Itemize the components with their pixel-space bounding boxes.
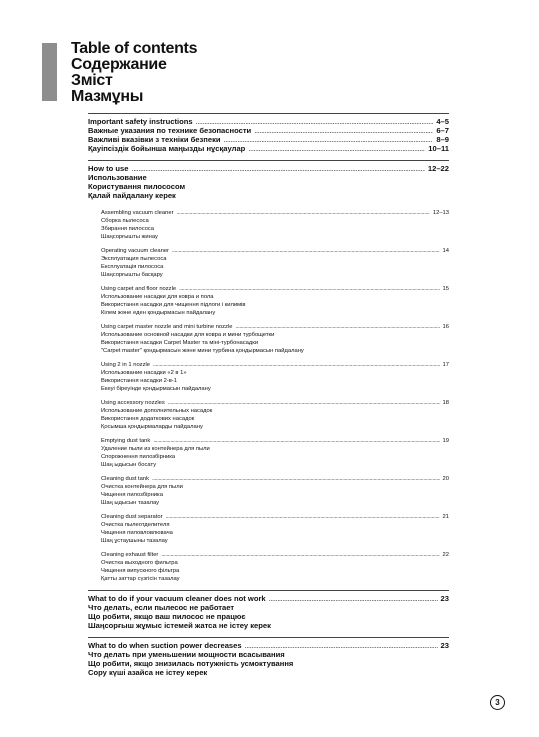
toc-subsection: [101, 323, 449, 355]
title-kazakh: Мазмұны: [71, 88, 144, 105]
toc-subentry-translation: Чищення пилозбірника: [101, 492, 163, 498]
toc-entry[interactable]: What to do if your vacuum cleaner does not work ..... 23: [88, 594, 449, 603]
section-divider: [88, 160, 449, 161]
toc-subsection: [101, 475, 449, 507]
toc-subentry-translation: Шаң ұстаушыны тазалау: [101, 538, 168, 544]
toc-entry-translation: Сору күші азайса не істеу керек: [88, 668, 208, 677]
toc-subentry-translation: Қосымша қондырмаларды пайдалану: [101, 424, 203, 430]
toc-section-how-to-use: [88, 164, 449, 200]
toc-subentry[interactable]: Cleaning dust tank ..... 20: [101, 475, 449, 483]
toc-subsection: [101, 285, 449, 317]
toc-section-troubleshooting: [88, 594, 449, 630]
toc-subentry-translation: Використання насадки Carpet Master та міні-турбонасадки: [101, 340, 259, 346]
toc-subentry-translation: Использование насадки для ковра и пола: [101, 294, 214, 300]
toc-subentry-translation: Использование насадки «2 в 1»: [101, 370, 187, 376]
toc-entry[interactable]: How to use ..... 12–22: [88, 164, 449, 173]
toc-subentry[interactable]: Cleaning exhaust filter ..... 22: [101, 551, 449, 559]
title-ukrainian: Зміст: [71, 72, 113, 89]
toc-subentry-translation: Експлуатація пилососа: [101, 264, 164, 270]
section-divider: [88, 637, 449, 638]
toc-subentry-translation: Шаң ыдысын тазалау: [101, 500, 160, 506]
toc-subentry[interactable]: Using 2 in 1 nozzle ..... 17: [101, 361, 449, 369]
page-number: 3: [490, 695, 505, 710]
toc-subentry-translation: Збирання пилососа: [101, 226, 155, 232]
toc-subentry-translation: Шаңсорғышты жинау: [101, 234, 158, 240]
toc-subsection: [101, 551, 449, 583]
toc-subentry-translation: Екеуі біреуінде қондырмасын пайдалану: [101, 386, 211, 392]
toc-subsection: [101, 513, 449, 545]
toc-subentry[interactable]: Using carpet master nozzle and mini turbine nozzle ..... 16: [101, 323, 449, 331]
toc-content: [88, 113, 449, 677]
section-divider: [88, 113, 449, 114]
toc-subentry-translation: Очистка пылеотделителя: [101, 522, 170, 528]
toc-subentry-translation: Қатты заттар сүзгісін тазалау: [101, 576, 180, 582]
toc-subentry-translation: Очистка выходного фильтра: [101, 560, 178, 566]
toc-subsection: [101, 209, 449, 241]
title-russian: Содержание: [71, 56, 167, 73]
toc-entry-translation: Использование: [88, 173, 147, 182]
toc-subentry[interactable]: Emptying dust tank ..... 19: [101, 437, 449, 445]
toc-entry-translation: Користування пилососом: [88, 182, 186, 191]
toc-subentry-translation: Використання насадки для чищення підлоги і килимів: [101, 302, 246, 308]
toc-subentry-translation: Кілем және еден қондырмасын пайдалану: [101, 310, 216, 316]
toc-entry-translation: Шаңсорғыш жұмыс істемей жатса не істеу керек: [88, 621, 271, 630]
toc-subentry-translation: Використання насадки 2-в-1: [101, 378, 177, 384]
toc-entry[interactable]: Қауіпсіздік бойынша маңызды нұсқаулар ..... 10–11: [88, 144, 449, 153]
toc-subsection: [101, 399, 449, 431]
title-english: Table of contents: [71, 40, 198, 57]
toc-subentry-translation: Использование дополнительных насадок: [101, 408, 213, 414]
toc-entry[interactable]: What to do when suction power decreases ..... 23: [88, 641, 449, 650]
toc-subentry[interactable]: Assembling vacuum cleaner ..... 12–13: [101, 209, 449, 217]
toc-subentry[interactable]: Operating vacuum cleaner ..... 14: [101, 247, 449, 255]
toc-entry[interactable]: Важливі вказівки з техніки безпеки ..... 8–9: [88, 135, 449, 144]
section-color-bar: [42, 43, 57, 101]
toc-section-safety: [88, 117, 449, 153]
toc-subentry[interactable]: Cleaning dust separator ..... 21: [101, 513, 449, 521]
toc-subentry-translation: Чищення пиловловлювача: [101, 530, 173, 536]
toc-entry-translation: Что делать, если пылесос не работает: [88, 603, 235, 612]
toc-entry-translation: Қалай пайдалану керек: [88, 191, 176, 200]
toc-subentry-translation: Шаңсорғышты басқару: [101, 272, 163, 278]
toc-subentry[interactable]: Using carpet and floor nozzle ..... 15: [101, 285, 449, 293]
toc-subentry-translation: Удаление пыли из контейнера для пыли: [101, 446, 210, 452]
toc-subentry-translation: Эксплуатация пылесоса: [101, 256, 167, 262]
toc-subsection: [101, 247, 449, 279]
toc-subsection: [101, 361, 449, 393]
toc-subsection: [101, 437, 449, 469]
toc-subentry-translation: "Carpet master" қондырмасын және мини турбина қондырмасын пайдалану: [101, 348, 304, 354]
toc-subentry-translation: Очистка контейнера для пыли: [101, 484, 183, 490]
toc-subentry-translation: Использование основной насадки для ковра и мини турбощетки: [101, 332, 275, 338]
toc-entry[interactable]: Important safety instructions ..... 4–5: [88, 117, 449, 126]
toc-subentry-translation: Сборка пылесоса: [101, 218, 149, 224]
toc-entry[interactable]: Важные указания по технике безопасности ..... 6–7: [88, 126, 449, 135]
section-divider: [88, 590, 449, 591]
toc-entry-translation: Что делать при уменьшении мощности всасывания: [88, 650, 285, 659]
toc-subentry-translation: Шаң ыдысын босату: [101, 462, 157, 468]
toc-subentry-translation: Спорожнення пилозбірника: [101, 454, 176, 460]
toc-subentry-translation: Чищення випускного фільтра: [101, 568, 180, 574]
page-title: [71, 41, 197, 105]
toc-entry-translation: Що робити, якщо ваш пилосос не працює: [88, 612, 246, 621]
toc-entry-translation: Що робити, якщо знизилась потужність усмоктування: [88, 659, 294, 668]
toc-subentry[interactable]: Using accessory nozzles ..... 18: [101, 399, 449, 407]
toc-section-suction: [88, 641, 449, 677]
toc-subentry-translation: Використання додаткових насадок: [101, 416, 195, 422]
